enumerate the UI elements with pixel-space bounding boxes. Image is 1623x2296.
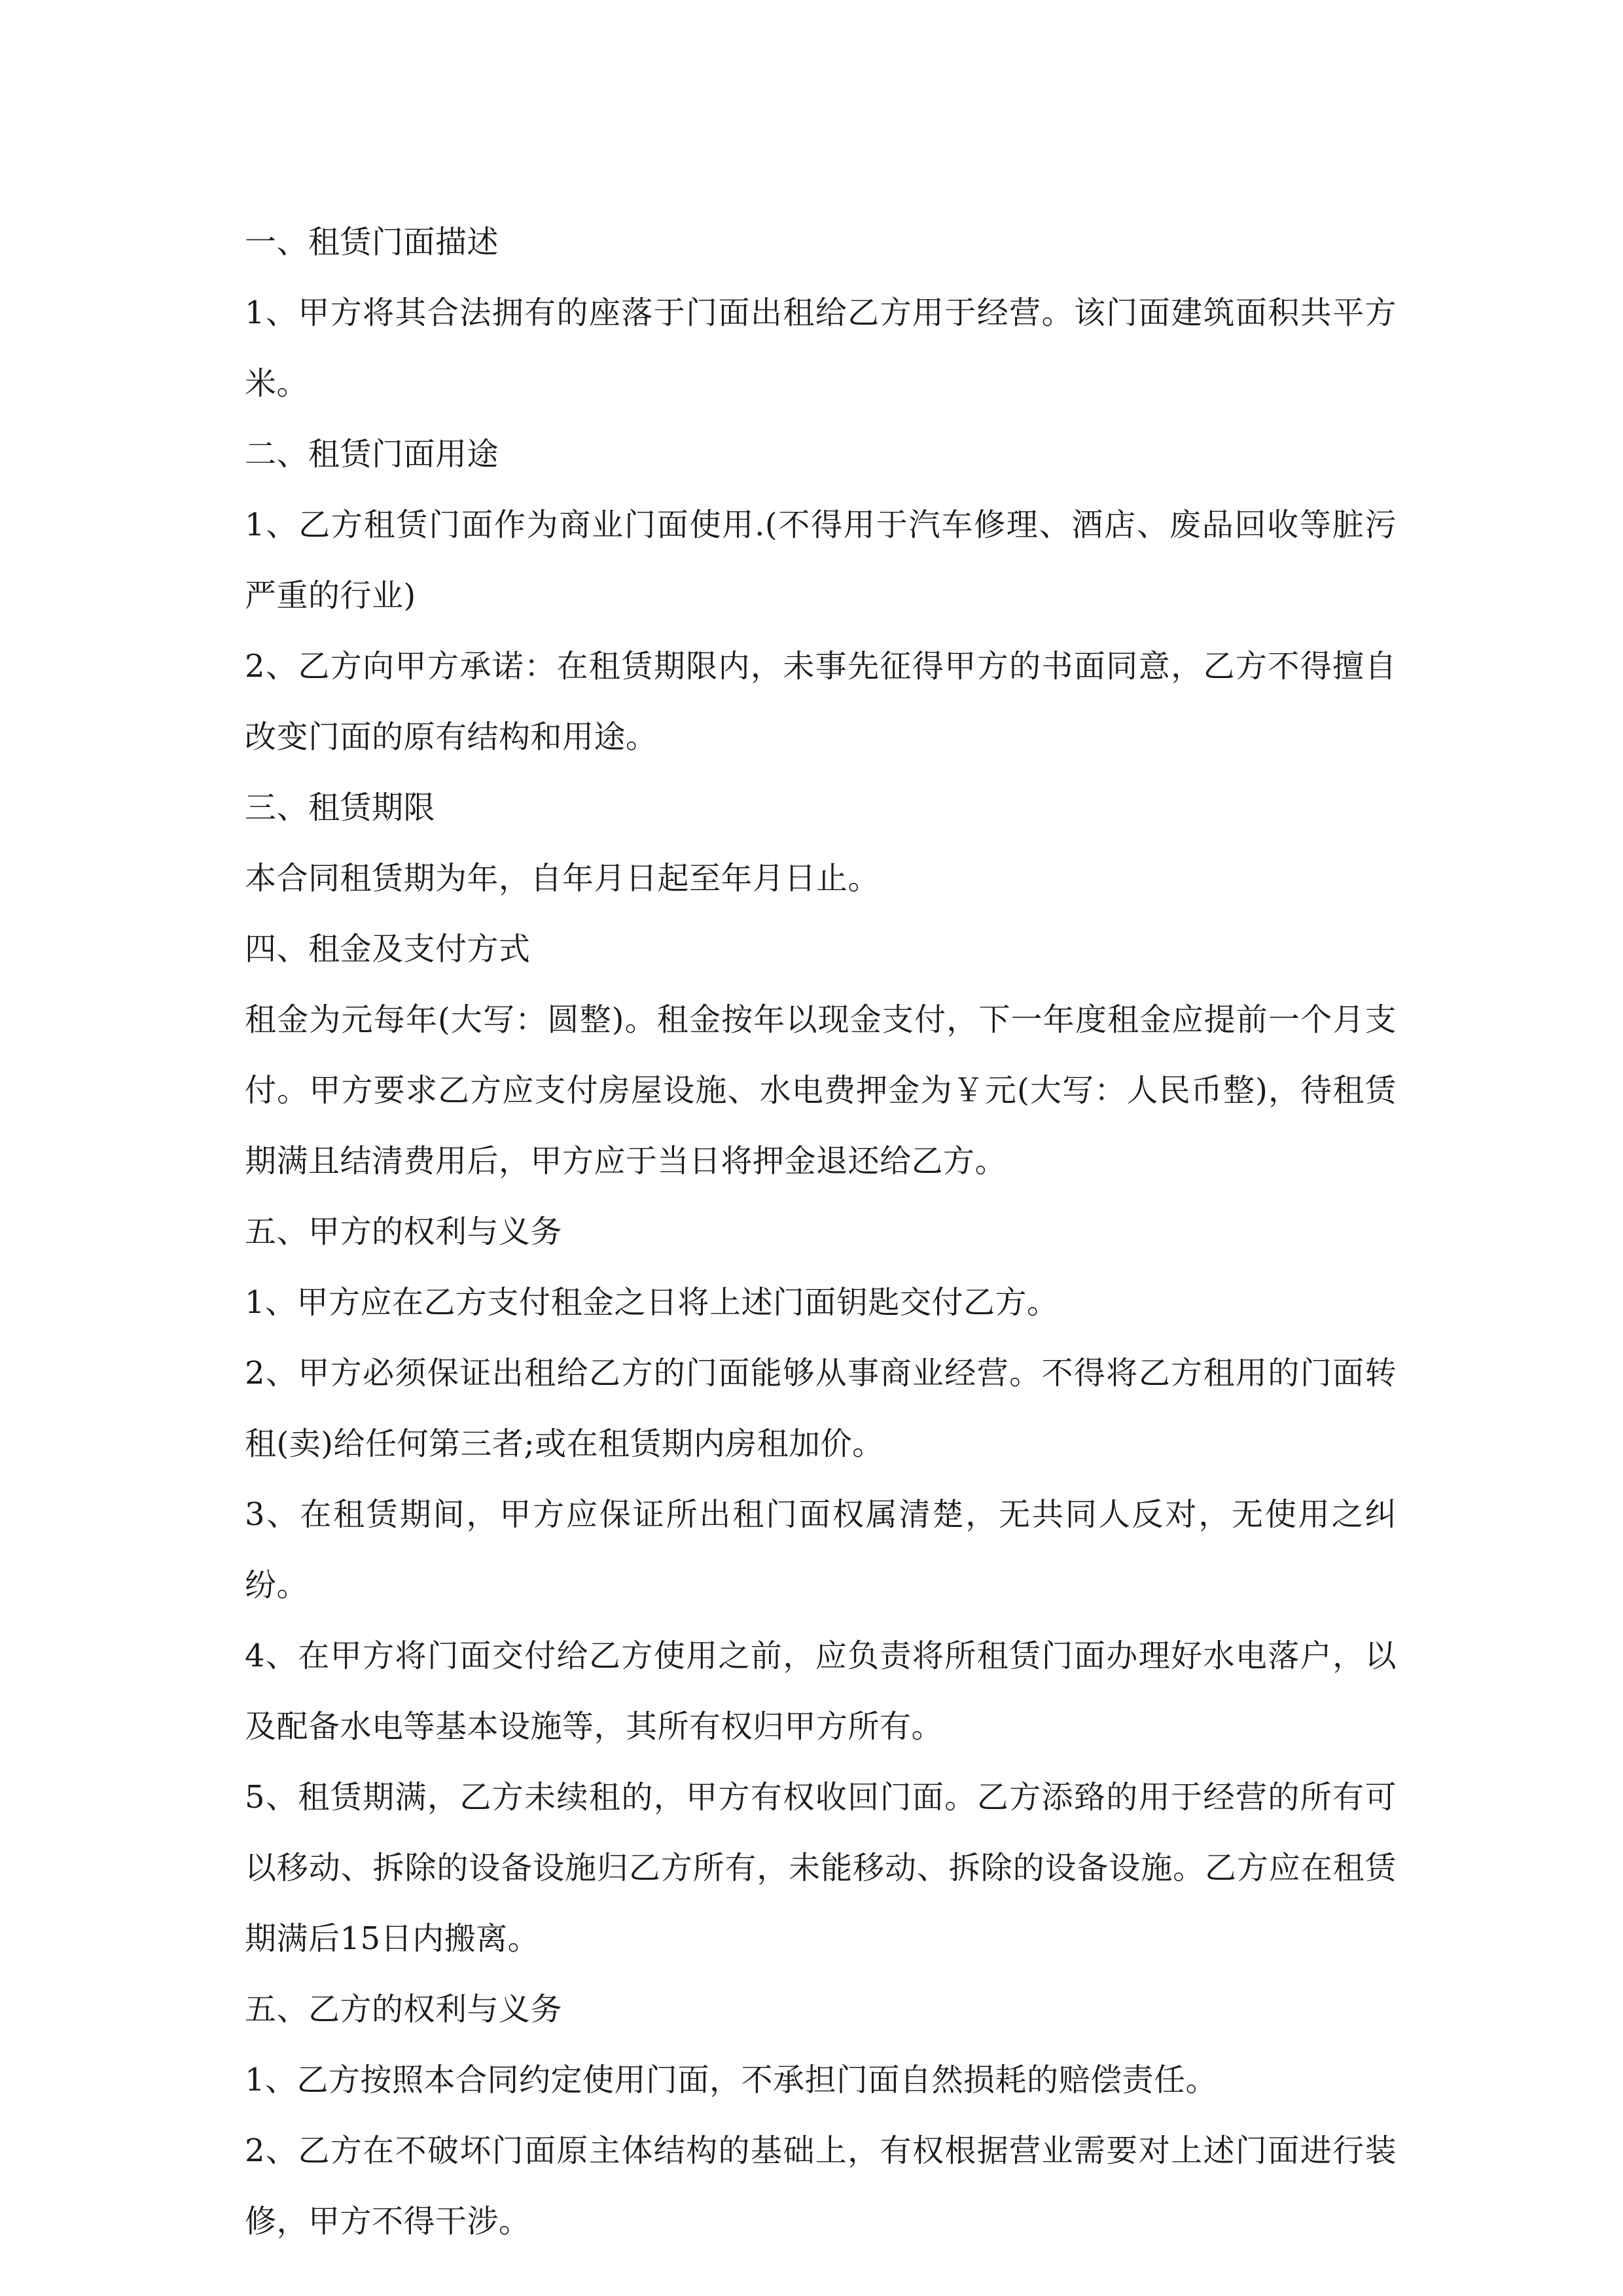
section-heading-2: 二、租赁门面用途 <box>245 436 499 473</box>
section-heading-4: 四、租金及支付方式 <box>245 931 531 967</box>
section-heading-3: 三、租赁期限 <box>245 789 436 826</box>
clause-5b-2: 2、乙方在不破坏门面原主体结构的基础上，有权根据营业需要对上述门面进行装修，甲方不得干涉。 <box>245 2132 1397 2240</box>
document-body <box>245 207 1397 2257</box>
clause-4-text: 租金为元每年(大写：圆整)。租金按年以现金支付，下一年度租金应提前一个月支付。甲方要求乙方应支付房屋设施、水电费押金为￥元(大写：人民币整)，待租赁期满且结清费用后，甲方应于当日将押金退还给乙方。 <box>245 1001 1397 1179</box>
clause-3-text: 本合同租赁期为年，自年月日起至年月日止。 <box>245 860 880 897</box>
clause-5a-1: 1、甲方应在乙方支付租金之日将上述门面钥匙交付乙方。 <box>245 1284 1059 1321</box>
clause-5a-5: 5、租赁期满，乙方未续租的，甲方有权收回门面。乙方添臵的用于经营的所有可以移动、拆除的设备设施归乙方所有，未能移动、拆除的设备设施。乙方应在租赁期满后15日内搬离。 <box>245 1779 1397 1957</box>
clause-2-1: 1、乙方租赁门面作为商业门面使用.(不得用于汽车修理、酒店、废品回收等脏污严重的行业) <box>245 507 1397 614</box>
clause-1-1: 1、甲方将其合法拥有的座落于门面出租给乙方用于经营。该门面建筑面积共平方米。 <box>245 295 1397 402</box>
section-heading-1: 一、租赁门面描述 <box>245 224 499 260</box>
clause-5b-1: 1、乙方按照本合同约定使用门面，不承担门面自然损耗的赔偿责任。 <box>245 2062 1218 2098</box>
clause-5a-4: 4、在甲方将门面交付给乙方使用之前，应负责将所租赁门面办理好水电落户，以及配备水电等基本设施等，其所有权归甲方所有。 <box>245 1638 1397 1745</box>
section-heading-5a: 五、甲方的权利与义务 <box>245 1213 563 1250</box>
section-heading-5b: 五、乙方的权利与义务 <box>245 1991 563 2028</box>
clause-5a-2: 2、甲方必须保证出租给乙方的门面能够从事商业经营。不得将乙方租用的门面转租(卖)给任何第三者;或在租赁期内房租加价。 <box>245 1355 1397 1462</box>
clause-5a-3: 3、在租赁期间，甲方应保证所出租门面权属清楚，无共同人反对，无使用之纠纷。 <box>245 1496 1397 1604</box>
clause-2-2: 2、乙方向甲方承诺：在租赁期限内，未事先征得甲方的书面同意，乙方不得擅自改变门面的原有结构和用途。 <box>245 648 1397 755</box>
